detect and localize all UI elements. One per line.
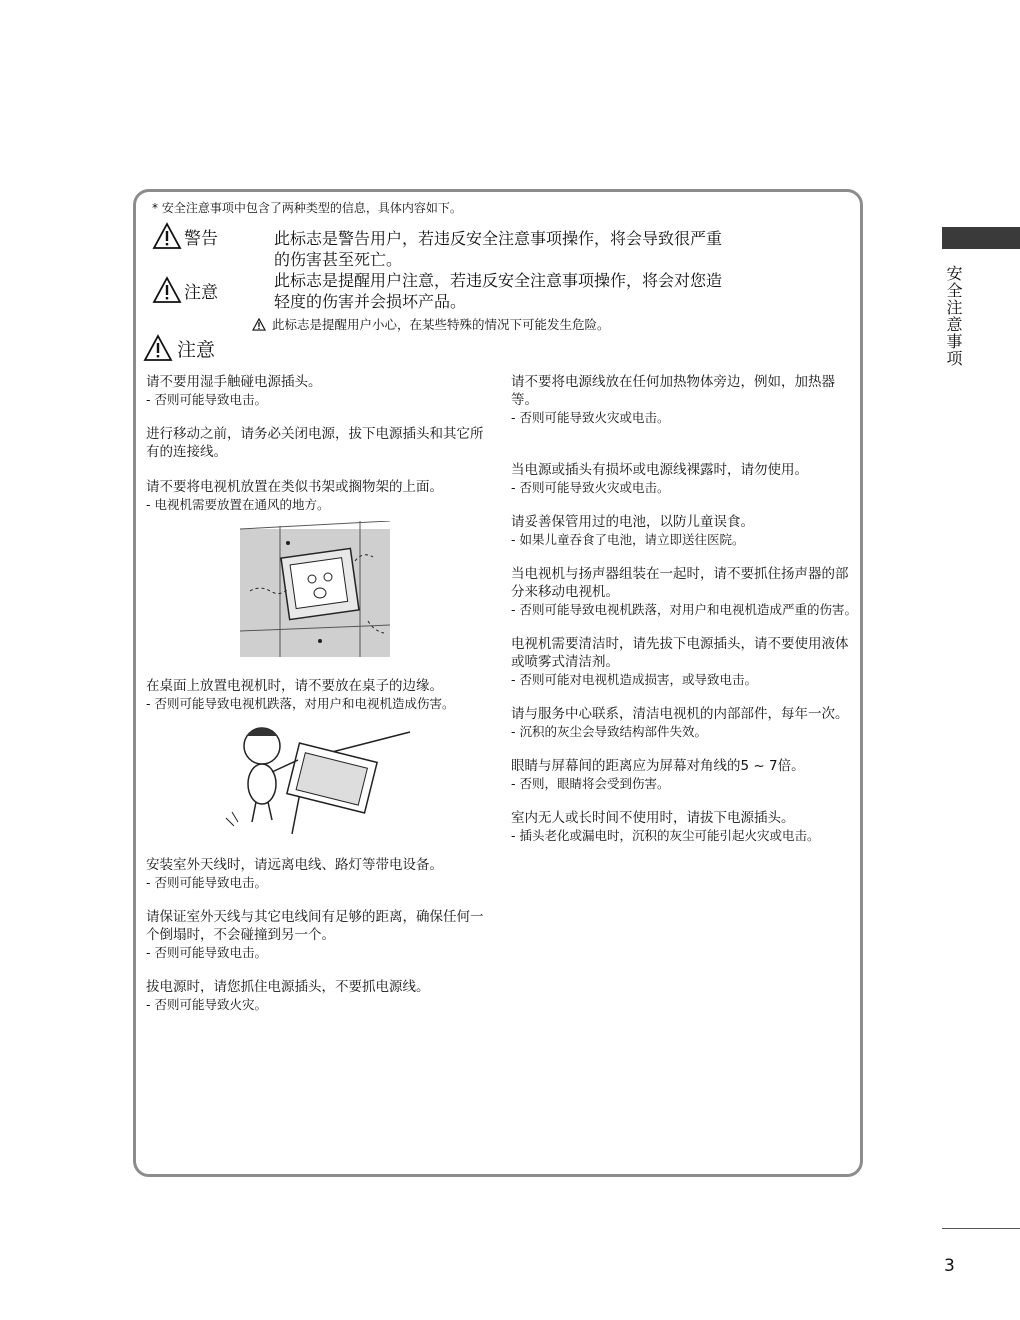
list-item bbox=[146, 856, 492, 891]
small-caution-note-text: 此标志是提醒用户小心，在某些特殊的情况下可能发生危险。 bbox=[272, 317, 610, 332]
intro-text: * 安全注意事项中包含了两种类型的信息，具体内容如下。 bbox=[152, 201, 462, 215]
warning-definition-line1: 此标志是警告用户，若违反安全注意事项操作，将会导致很严重 bbox=[274, 229, 723, 248]
item-sub: - 沉积的灰尘会导致结构部件失效。 bbox=[511, 724, 707, 739]
child-pulling-tv-illustration bbox=[222, 722, 412, 834]
warning-triangle-icon bbox=[152, 222, 182, 250]
list-item bbox=[511, 809, 859, 844]
section-heading bbox=[143, 334, 215, 362]
item-main: 请保证室外天线与其它电线间有足够的距离，确保任何一个倒塌时，不会碰撞到另一个。 bbox=[146, 909, 484, 943]
item-main: 电视机需要清洁时，请先拔下电源插头，请不要使用液体或喷雾式清洁剂。 bbox=[511, 636, 849, 670]
list-item bbox=[146, 978, 492, 1013]
list-item bbox=[511, 373, 859, 426]
right-column bbox=[511, 373, 859, 844]
item-sub: - 否则可能导致电击。 bbox=[146, 392, 267, 407]
list-item bbox=[511, 461, 859, 496]
list-item bbox=[511, 635, 859, 688]
item-main: 眼睛与屏幕间的距离应为屏幕对角线的5 ~ 7倍。 bbox=[511, 758, 805, 774]
small-caution-note bbox=[252, 315, 610, 333]
item-sub: - 否则可能导致电击。 bbox=[146, 945, 267, 960]
item-sub: - 否则，眼睛将会受到伤害。 bbox=[511, 776, 670, 791]
item-main: 安装室外天线时，请远离电线、路灯等带电设备。 bbox=[146, 857, 443, 873]
list-item bbox=[146, 373, 492, 408]
list-item bbox=[146, 425, 492, 461]
item-sub: - 否则可能导致电视机跌落，对用户和电视机造成严重的伤害。 bbox=[511, 602, 857, 617]
caution-definition bbox=[274, 270, 834, 312]
item-main: 请与服务中心联系，清洁电视机的内部部件，每年一次。 bbox=[511, 706, 849, 722]
caution-definition-line2: 轻度的伤害并会损坏产品。 bbox=[274, 292, 467, 311]
list-item bbox=[146, 908, 492, 961]
item-sub: - 否则可能导致电击。 bbox=[146, 875, 267, 890]
item-sub: - 否则可能导致电视机跌落，对用户和电视机造成伤害。 bbox=[146, 696, 455, 711]
caution-label-text: 注意 bbox=[184, 282, 218, 303]
item-sub: - 否则可能导致火灾。 bbox=[146, 997, 267, 1012]
item-main: 拔电源时，请您抓住电源插头，不要抓电源线。 bbox=[146, 979, 430, 995]
item-main: 请妥善保管用过的电池，以防儿童误食。 bbox=[511, 514, 754, 530]
caution-triangle-icon bbox=[152, 276, 182, 304]
item-sub: - 插头老化或漏电时，沉积的灰尘可能引起火灾或电击。 bbox=[511, 828, 820, 843]
item-main: 在桌面上放置电视机时，请不要放在桌子的边缘。 bbox=[146, 678, 443, 694]
list-item bbox=[511, 757, 859, 792]
caution-label bbox=[152, 276, 218, 304]
item-sub: - 否则可能导致火灾或电击。 bbox=[511, 480, 670, 495]
item-sub: - 否则可能导致火灾或电击。 bbox=[511, 410, 670, 425]
item-main: 请不要用湿手触碰电源插头。 bbox=[146, 374, 322, 390]
item-main: 当电源或插头有损坏或电源线裸露时，请勿使用。 bbox=[511, 462, 808, 478]
warning-definition bbox=[274, 228, 834, 270]
item-main: 请不要将电视机放置在类似书架或搁物架的上面。 bbox=[146, 479, 443, 495]
page-number: 3 bbox=[944, 1256, 955, 1276]
warning-label-text: 警告 bbox=[184, 228, 218, 249]
item-sub: - 电视机需要放置在通风的地方。 bbox=[146, 497, 330, 512]
section-tab-marker bbox=[942, 227, 1020, 249]
item-sub: - 否则可能对电视机造成损害，或导致电击。 bbox=[511, 672, 757, 687]
list-item bbox=[511, 705, 859, 740]
item-main: 进行移动之前，请务必关闭电源，拔下电源插头和其它所有的连接线。 bbox=[146, 426, 484, 460]
item-sub: - 如果儿童吞食了电池，请立即送往医院。 bbox=[511, 532, 745, 547]
list-item bbox=[146, 677, 492, 712]
item-main: 室内无人或长时间不使用时，请拔下电源插头。 bbox=[511, 810, 795, 826]
side-section-title: 安全注意事项 bbox=[944, 265, 963, 367]
list-item bbox=[511, 565, 859, 618]
tv-in-shelf-illustration bbox=[240, 521, 394, 657]
left-column bbox=[146, 373, 492, 1013]
list-item bbox=[511, 513, 859, 548]
list-item bbox=[146, 478, 492, 513]
section-title: 注意 bbox=[177, 338, 216, 361]
item-main: 当电视机与扬声器组装在一起时，请不要抓住扬声器的部分来移动电视机。 bbox=[511, 566, 849, 600]
small-caution-icon bbox=[252, 318, 266, 331]
warning-label bbox=[152, 222, 218, 250]
item-main: 请不要将电源线放在任何加热物体旁边，例如，加热器等。 bbox=[511, 374, 835, 408]
caution-definition-line1: 此标志是提醒用户注意，若违反安全注意事项操作，将会对您造 bbox=[274, 271, 723, 290]
warning-definition-line2: 的伤害甚至死亡。 bbox=[274, 250, 403, 269]
section-caution-icon bbox=[143, 334, 173, 362]
footer-rule bbox=[942, 1228, 1020, 1229]
